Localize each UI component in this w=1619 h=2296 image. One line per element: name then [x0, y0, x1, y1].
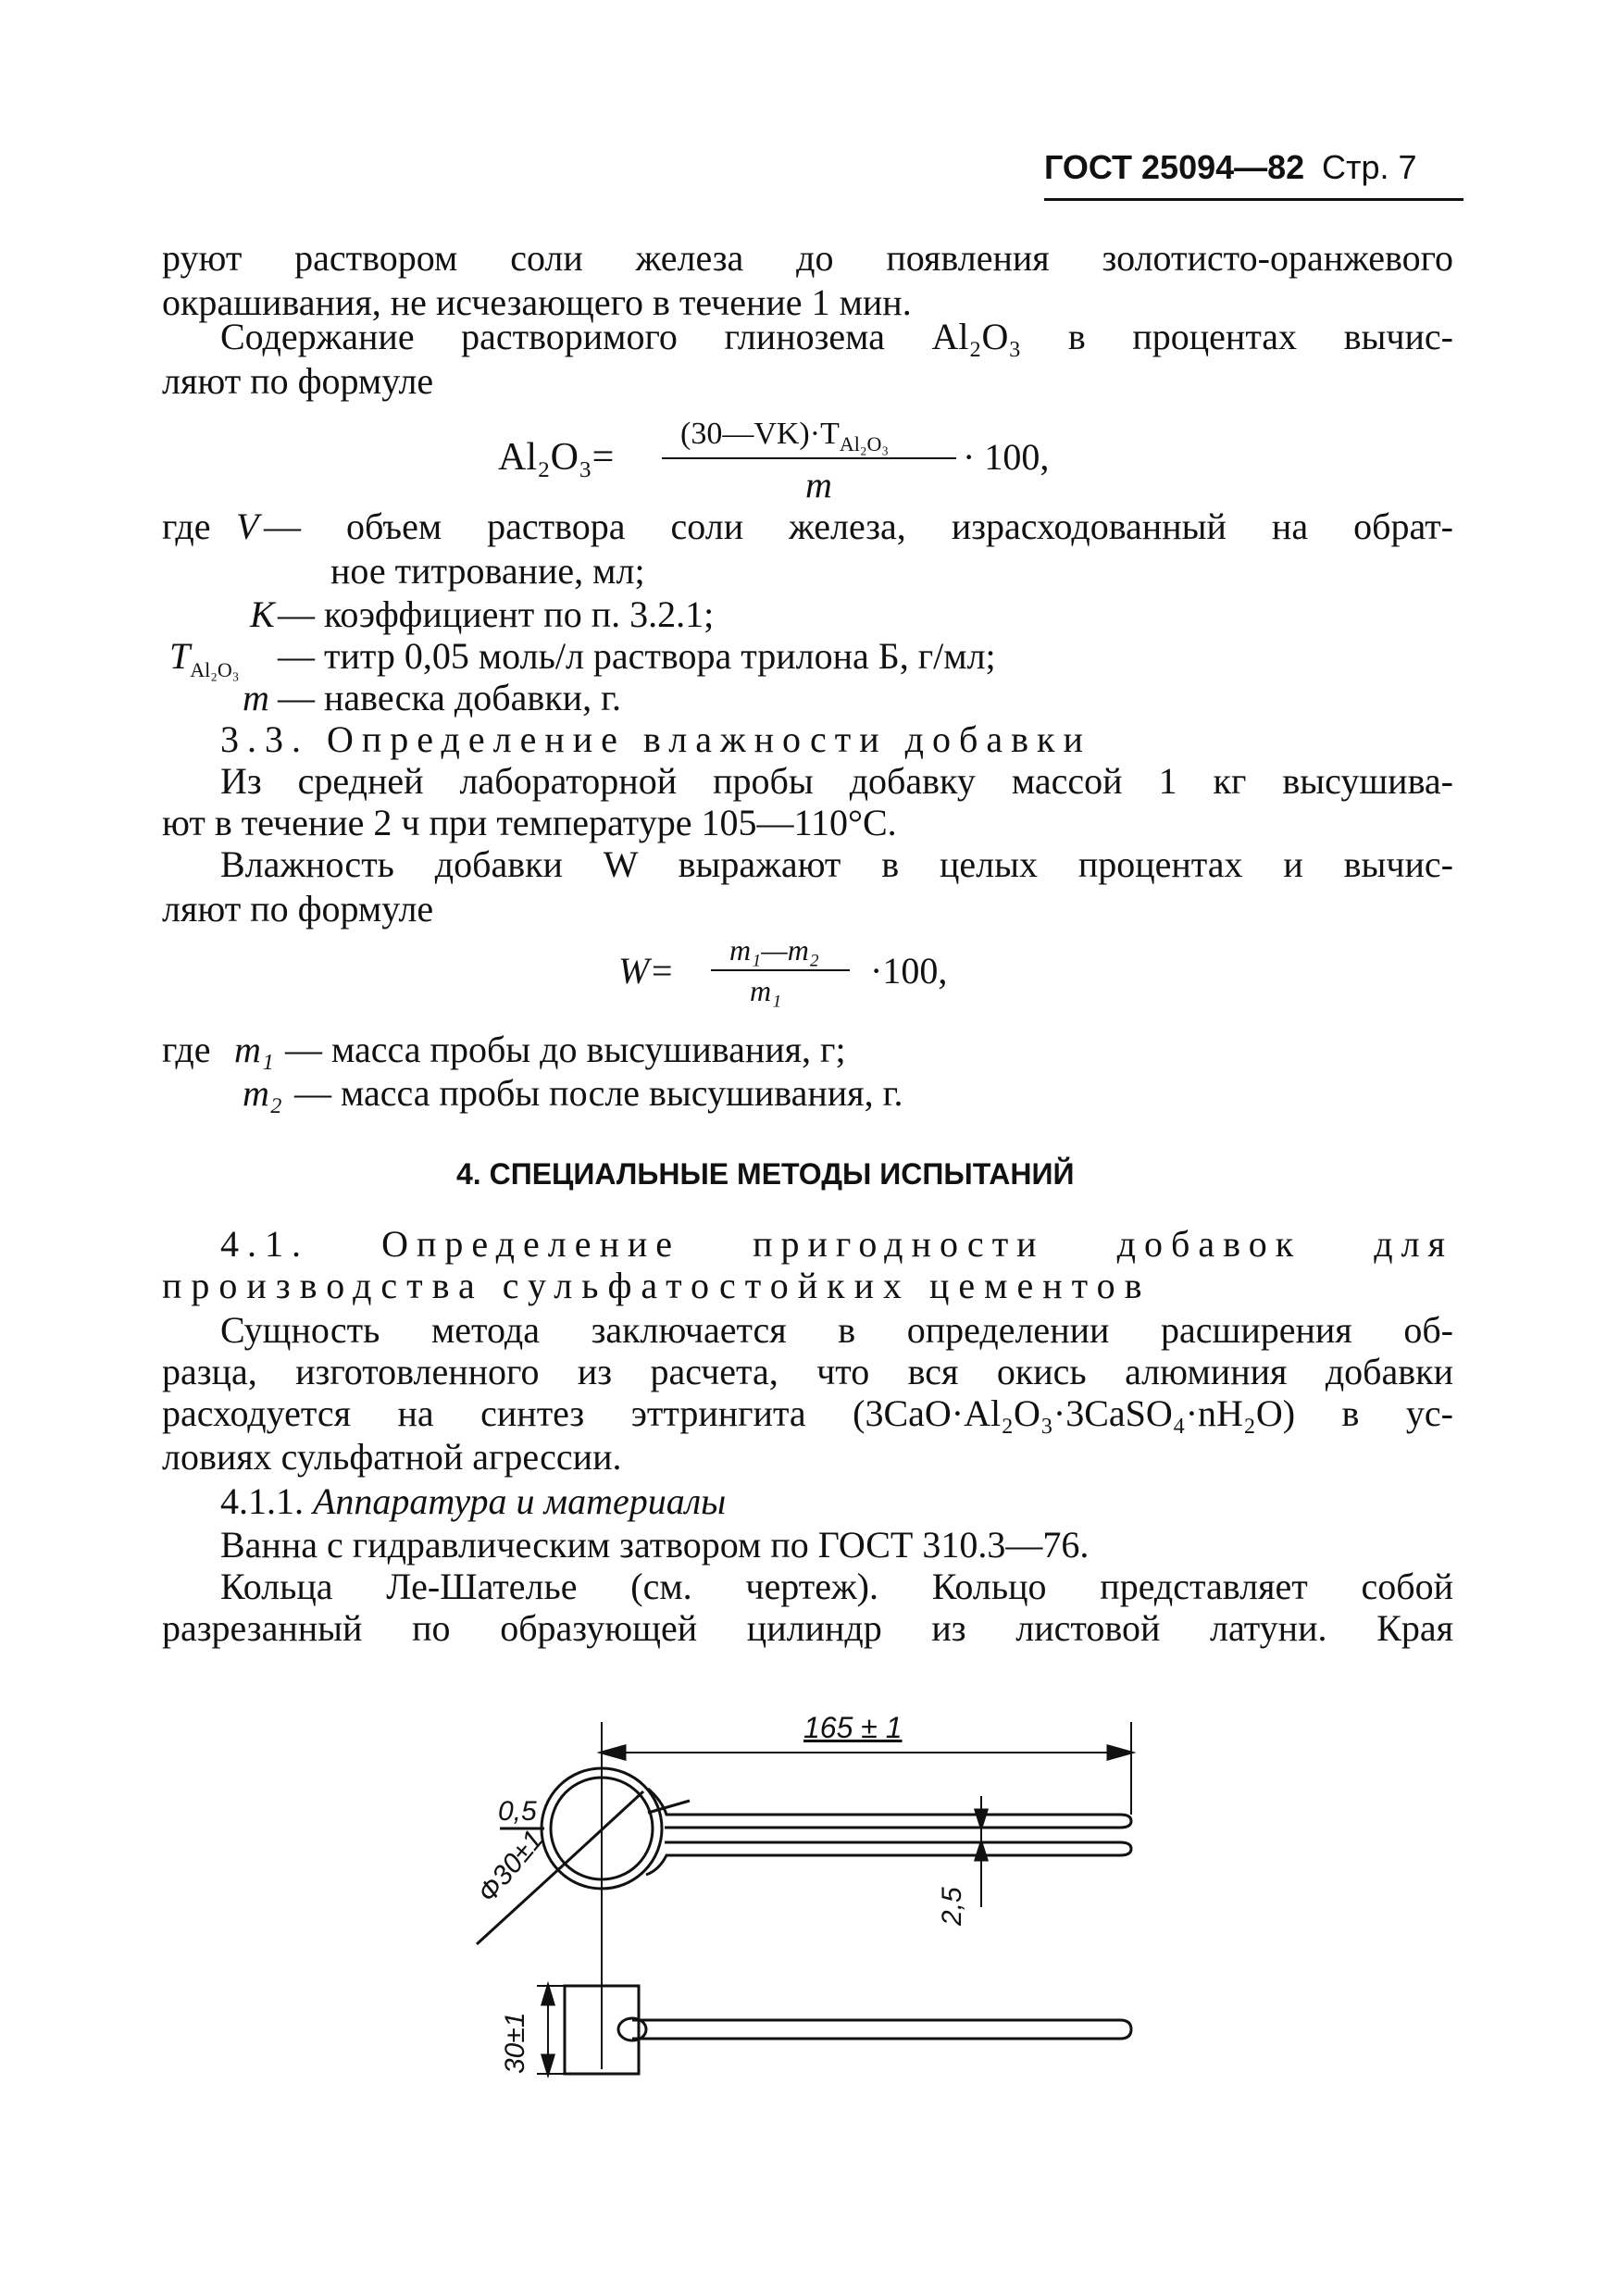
wall-leader-right	[648, 1801, 690, 1813]
diameter-line	[563, 1791, 643, 1866]
where1-v-line1: — объем раствора соли железа, израсходованный на обрат-	[264, 505, 1453, 547]
section-3-3-p1-line1: Из средней лабораторной пробы добавку массой 1 кг высушива-	[220, 760, 1453, 802]
section-4-1-p-line1: Сущность метода заключается в определении расширения об-	[220, 1309, 1453, 1351]
dim-wall-label: 0,5	[498, 1796, 537, 1827]
where1-k-symbol: K	[250, 593, 275, 635]
para2-line2: ляют по формуле	[162, 360, 434, 402]
needle-lower	[646, 1842, 1131, 1875]
section-4-1-title-line2: производства сульфатостойких цементов	[162, 1265, 1152, 1306]
arrow-left	[602, 1746, 625, 1759]
where2-m2-symbol: m₂	[243, 1072, 282, 1114]
dim-height-label: 30±1	[500, 2012, 530, 2074]
section-4-1-p-line4: ловиях сульфатной агрессии.	[162, 1436, 622, 1478]
where1-k-text: — коэффициент по п. 3.2.1;	[278, 593, 715, 635]
section-3-3-title: 3.3. Определение влажности добавки	[220, 718, 1091, 760]
needle-side	[632, 2020, 1131, 2039]
dim-gap-label: 2,5	[937, 1887, 967, 1926]
section-4-1-1: 4.1.1. Аппаратура и материалы	[220, 1480, 727, 1522]
gap-arrow-top	[976, 1810, 987, 1828]
dim-diameter-label: Ф30±1	[472, 1824, 550, 1909]
rings-line1: Кольца Ле-Шателье (см. чертеж). Кольцо представляет собой	[220, 1566, 1453, 1607]
rings-line2: разрезанный по образующей цилиндр из листовой латуни. Края	[162, 1607, 1453, 1649]
formula1-denominator: m	[805, 464, 832, 505]
dim-length-label: 165 ± 1	[803, 1711, 903, 1744]
where2-word: где	[162, 1029, 211, 1070]
para1-line2: окрашивания, не исчезающего в течение 1 мин.	[162, 281, 912, 323]
height-arrow-top	[542, 1986, 554, 2004]
where1-m-text: — навеска добавки, г.	[278, 677, 621, 718]
section-4-heading: 4. СПЕЦИАЛЬНЫЕ МЕТОДЫ ИСПЫТАНИЙ	[456, 1157, 1075, 1191]
where1-v-symbol: V	[236, 505, 259, 547]
formula1-numerator: $(30—VK)\cdot T_{Al_2O_3}$	[680, 417, 890, 455]
height-arrow-bottom	[542, 2055, 554, 2074]
para2-line1: Содержание растворимого глинозема Al₂O₃ в процентах вычис-	[220, 316, 1453, 357]
formula2-denominator: m₁	[750, 974, 782, 1007]
page-number: Стр. 7	[1322, 148, 1417, 186]
where2-m2-text: — масса пробы после высушивания, г.	[294, 1072, 903, 1114]
gap-arrow-bottom	[976, 1842, 987, 1860]
section-3-3-p1-line2: ют в течение 2 ч при температуре 105—110°С.	[162, 802, 897, 843]
needle-root	[618, 2018, 646, 2040]
para1-line1: руют раствором соли железа до появления золотисто-оранжевого	[162, 237, 1453, 279]
standard-number: ГОСТ 25094—82	[1044, 148, 1305, 186]
section-4-1-title-line1: 4.1. Определение пригодности добавок для	[220, 1223, 1453, 1265]
where1-v-line2: ное титрование, мл;	[330, 550, 645, 592]
bath-line: Ванна с гидравлическим затвором по ГОСТ 310.3—76.	[220, 1524, 1090, 1566]
where2-m1-symbol: m₁	[234, 1029, 274, 1070]
formula2-lhs: W=	[618, 950, 675, 992]
formula1-tail: · 100,	[963, 436, 1050, 478]
where2-m1-text: — масса пробы до высушивания, г;	[285, 1029, 846, 1070]
where1-m-symbol: m	[243, 677, 269, 718]
section-4-1-p-line2: разца, изготовленного из расчета, что вся окись алюминия добавки	[162, 1351, 1453, 1392]
section-4-1-p-line3: расходуется на синтез эттрингита (3CaO·Al₂O₃·3CaSO₄·nH₂O) в ус-	[162, 1392, 1453, 1434]
needle-upper	[648, 1789, 1131, 1828]
formula2-tail: ·100,	[870, 950, 948, 992]
section-3-3-p2-line1: Влажность добавки W выражают в целых процентах и вычис-	[220, 843, 1453, 885]
formula2-numerator: m₁—m₂	[729, 933, 819, 967]
where1-word: где	[162, 505, 211, 547]
section-3-3-p2-line2: ляют по формуле	[162, 888, 434, 930]
formula1-lhs: Al₂O₃=	[498, 436, 615, 479]
where1-t-symbol: $T_{Al_2O_3}$	[169, 635, 240, 681]
where1-t-text: — титр 0,05 моль/л раствора трилона Б, г/мл;	[278, 635, 996, 677]
arrow-right	[1108, 1746, 1131, 1759]
